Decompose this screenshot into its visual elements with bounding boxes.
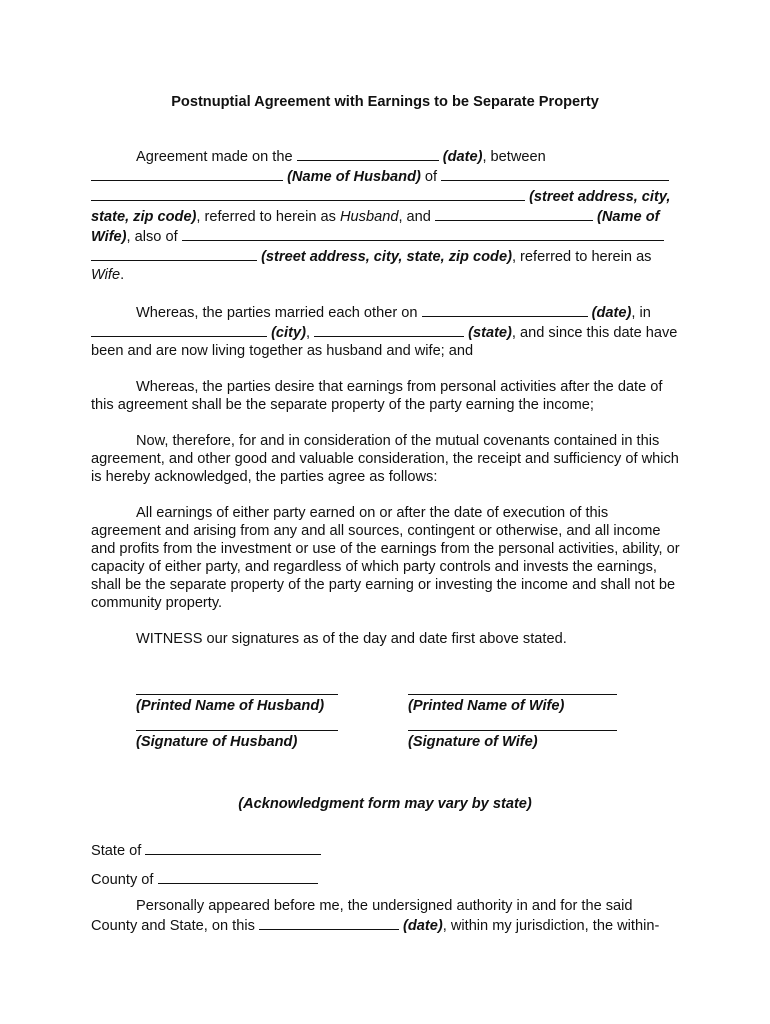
label-husband-name: (Name of Husband) (287, 169, 421, 185)
text: , between (482, 149, 546, 165)
printed-husband-label: (Printed Name of Husband) (136, 698, 325, 714)
printed-wife-line[interactable] (408, 694, 617, 695)
text: . (120, 267, 125, 283)
state-blank[interactable] (314, 322, 464, 337)
label-address-2: (street address, city, state, zip code) (261, 249, 512, 265)
paragraph-consideration: Now, therefore, for and in consideration of the mutual covenants contained in this agreement, and other good and valuable consideration, the receipt and sufficiency of which is hereby acknowledged, the parties agree as follows: (91, 433, 679, 485)
term-wife: Wife (91, 267, 121, 283)
printed-husband-line[interactable] (136, 694, 338, 695)
husband-name-blank[interactable] (91, 166, 283, 181)
paragraph-earnings: All earnings of either party earned on or after the date of execution of this agreement and arising from any and all sources, contingent or otherwise, and all income and profits from the investment or use of the earnings from the personal activities, ability, or capacity of either party, and regardless of which party controls and invests the earnings, shall be the separate property of the party earning or investing the income and shall not be community property. (91, 505, 680, 611)
text: , and (398, 209, 431, 225)
signature-wife-line[interactable] (408, 730, 617, 731)
label-state: (state) (468, 325, 512, 341)
wife-name-blank[interactable] (435, 206, 593, 221)
text: , and since this date have been and are now living together as husband and wife; and (91, 325, 678, 359)
state-of-blank[interactable] (145, 840, 321, 855)
text: , (305, 325, 310, 341)
county-of-blank[interactable] (158, 869, 318, 884)
husband-address-blank-2[interactable] (91, 186, 525, 201)
text: , also of (126, 229, 178, 245)
acknowledgment-section (91, 840, 681, 935)
marriage-date-blank[interactable] (422, 302, 588, 317)
signature-husband-label: (Signature of Husband) (136, 734, 298, 750)
agreement-body (91, 146, 681, 666)
state-of-row (91, 840, 681, 860)
text: , referred to herein as (196, 209, 336, 225)
text: Personally appeared before me, the undersigned authority in and for the said County and State, on this (91, 898, 633, 934)
label-address-1: (street address, city, state, zip code) (91, 189, 671, 225)
date-blank[interactable] (297, 146, 439, 161)
county-of-row (91, 869, 681, 889)
wife-address-blank-2[interactable] (91, 246, 257, 261)
paragraph-parties (91, 146, 681, 284)
printed-wife-label: (Printed Name of Wife) (408, 698, 565, 714)
husband-address-blank-1[interactable] (441, 166, 669, 181)
wife-address-blank-1[interactable] (182, 226, 664, 241)
paragraph-desire: Whereas, the parties desire that earnings from personal activities after the date of this agreement shall be the separate property of the party earning the income; (91, 379, 663, 413)
paragraph-witness: WITNESS our signatures as of the day and date first above stated. (136, 631, 567, 647)
paragraph-appeared (91, 897, 681, 935)
ack-date-blank[interactable] (259, 915, 399, 930)
text: Whereas, the parties married each other on (136, 305, 418, 321)
signature-husband-line[interactable] (136, 730, 338, 731)
text: , in (631, 305, 651, 321)
label-date: (date) (591, 305, 632, 321)
label-wife-name: (Name of Wife) (91, 209, 660, 245)
signature-wife-label: (Signature of Wife) (408, 734, 538, 750)
term-husband: Husband (340, 209, 399, 225)
label-date: (date) (442, 149, 483, 165)
paragraph-marriage (91, 302, 681, 360)
acknowledgment-note: (Acknowledgment form may vary by state) (238, 796, 532, 812)
text: , referred to herein as (511, 249, 652, 265)
label-date: (date) (403, 918, 443, 934)
state-of-label: State of (91, 843, 142, 859)
label-city: (city) (271, 325, 306, 341)
text: Agreement made on the (136, 149, 293, 165)
text: , within my jurisdiction, the within- (442, 918, 660, 934)
city-blank[interactable] (91, 322, 267, 337)
county-of-label: County of (91, 872, 154, 888)
document-title: Postnuptial Agreement with Earnings to be Separate Property (171, 94, 599, 110)
text: of (424, 169, 438, 185)
